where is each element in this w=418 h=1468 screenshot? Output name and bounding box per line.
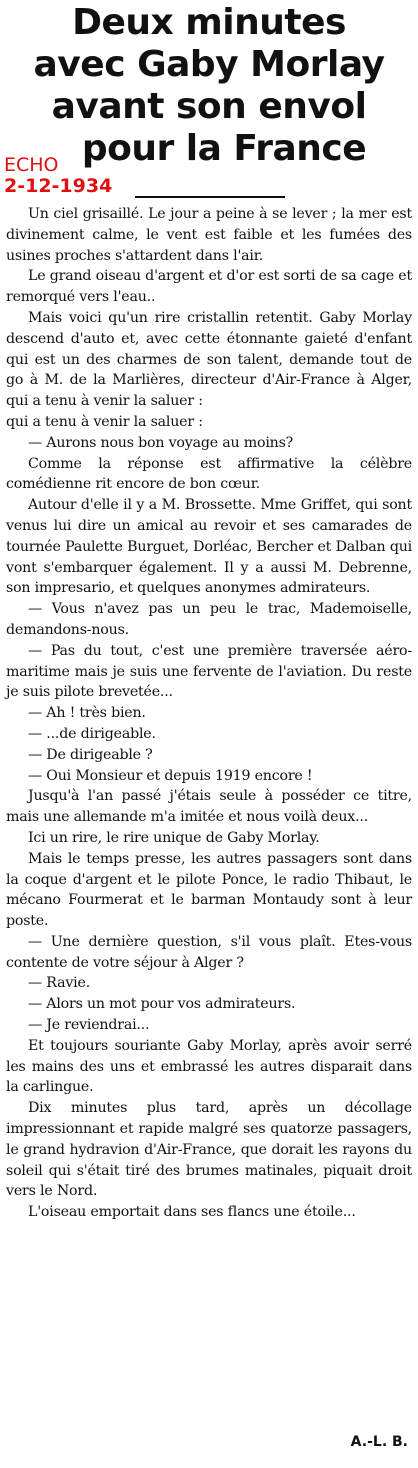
paragraph: — Une dernière question, s'il vous plaît. Etes-vous contente de votre séjour à Alger ? bbox=[6, 933, 412, 971]
paragraph: — Ravie. bbox=[28, 975, 91, 992]
paragraph: Autour d'elle il y a M. Brossette. Mme Griffet, qui sont venus lui dire un amical au revoir et ses camarades de tournée Paulette Burguet, Dorléac, Bercher et Dalban qui vont s'embarquer également. Il y a aussi M. Debrenne, son impresario, et quelques anonymes admirateurs. bbox=[6, 497, 412, 597]
paragraph: Mais voici qu'un rire cristallin retentit. Gaby Morlay descend d'auto et, avec cette étonnante gaieté d'enfant qui est un des charmes de son talent, demande tout de go à M. de la Marlières, directeur d'Air-France à Alger, qui a tenu à venir la saluer : bbox=[6, 309, 412, 410]
headline-line: avant son envol bbox=[51, 86, 367, 127]
article-headline bbox=[0, 2, 418, 170]
paragraph: — Aurons nous bon voyage au moins? bbox=[28, 434, 294, 451]
headline-line: Deux minutes bbox=[72, 2, 346, 43]
source-stamp bbox=[4, 155, 112, 197]
paragraph: — Pas du tout, c'est une première traversée aéro-maritime mais je suis une fervente de l'aviation. Du reste je suis pilote brevetée... bbox=[6, 642, 412, 701]
paragraph: — De dirigeable ? bbox=[28, 746, 153, 763]
paragraph: Ici un rire, le rire unique de Gaby Morlay. bbox=[28, 829, 320, 846]
paragraph: — Ah ! très bien. bbox=[28, 705, 146, 722]
paragraph: — Vous n'avez pas un peu le trac, Mademoiselle, demandons-nous. bbox=[6, 601, 412, 638]
paragraph: Un ciel grisaillé. Le jour a peine à se lever ; la mer est divinement calme, le vent est faible et les fumées des usines proches s'attardent dans l'air. bbox=[6, 206, 412, 264]
paragraph: Comme la réponse est affirmative la célèbre comédienne rit encore de bon cœur. bbox=[6, 455, 412, 493]
article-body bbox=[6, 204, 412, 1223]
headline-line: pour la France bbox=[81, 128, 367, 169]
source-date: 2-12-1934 bbox=[4, 175, 113, 197]
paragraph: — Alors un mot pour vos admirateurs. bbox=[28, 996, 296, 1013]
paragraph: — Je reviendrai... bbox=[28, 1017, 150, 1034]
paragraph: qui a tenu à venir la saluer : bbox=[6, 413, 203, 430]
paragraph: — Oui Monsieur et depuis 1919 encore ! bbox=[28, 767, 313, 784]
author-signature: A.-L. B. bbox=[350, 1434, 408, 1450]
paragraph: L'oiseau emportait dans ses flancs une étoile... bbox=[28, 1204, 356, 1221]
paragraph: Jusqu'à l'an passé j'étais seule à posséder ce titre, mais une allemande m'a imitée et nous voilà deux... bbox=[6, 788, 412, 826]
title-divider bbox=[135, 196, 285, 198]
paragraph: Dix minutes plus tard, après un décollage impressionnant et rapide malgré ses quatorze passagers, le grand hydravion d'Air-France, que dorait les rayons du soleil qui s'était tiré des brumes matinales, piquait droit vers le Nord. bbox=[6, 1100, 412, 1200]
paragraph: Le grand oiseau d'argent et d'or est sorti de sa cage et remorqué vers l'eau.. bbox=[6, 268, 412, 306]
paragraph: Et toujours souriante Gaby Morlay, après avoir serré les mains des uns et embrassé les autres disparait dans la carlingue. bbox=[6, 1037, 412, 1096]
paragraph: Mais le temps presse, les autres passagers sont dans la coque d'argent et le pilote Ponce, le radio Thibaut, le mécano Fourmerat et le barman Montaudy sont à leur poste. bbox=[6, 850, 412, 930]
headline-line: avec Gaby Morlay bbox=[33, 44, 385, 85]
source-name: ECHO bbox=[4, 154, 59, 176]
paragraph: — ...de dirigeable. bbox=[28, 725, 156, 742]
